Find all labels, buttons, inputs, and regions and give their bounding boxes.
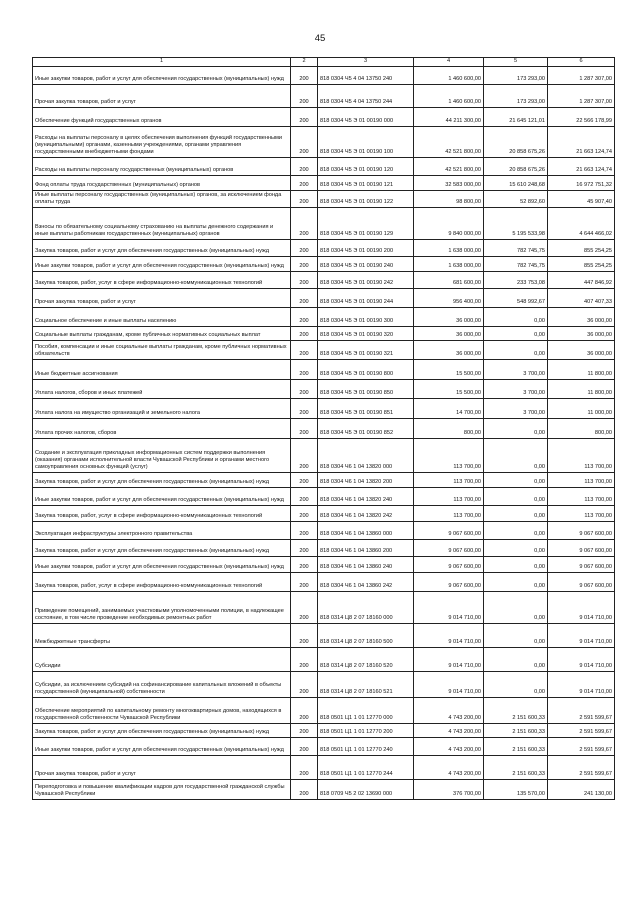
row-executed-amount-cell: 782 745,75 [484,257,548,272]
row-executed-amount-cell: 0,00 [484,624,548,648]
row-unexecuted-amount-cell: 2 591 599,67 [548,724,615,738]
table-row [33,672,615,698]
table-row [33,506,615,522]
row-approved-amount-cell: 9 014 710,00 [414,592,484,624]
row-admin-code-cell: 200 [291,360,318,380]
row-classification-code-cell: 818 0314 Ц8 2 07 18160 520 [318,648,414,672]
row-name-cell: Эксплуатация инфраструктуры электронного правительства [33,522,291,540]
row-admin-code-cell: 200 [291,439,318,473]
table-row [33,191,615,208]
row-classification-code-cell: 818 0304 Ч5 Э 01 00190 320 [318,327,414,341]
row-approved-amount-cell: 42 521 800,00 [414,127,484,158]
row-executed-amount-cell: 0,00 [484,506,548,522]
table-row [33,158,615,176]
row-admin-code-cell: 200 [291,522,318,540]
row-unexecuted-amount-cell: 800,00 [548,419,615,439]
row-executed-amount-cell: 0,00 [484,439,548,473]
row-executed-amount-cell: 782 745,75 [484,240,548,257]
row-classification-code-cell: 818 0304 Ч5 Э 01 00190 129 [318,208,414,240]
row-name-cell: Прочая закупка товаров, работ и услуг [33,756,291,780]
row-admin-code-cell: 200 [291,191,318,208]
row-approved-amount-cell: 14 700,00 [414,399,484,419]
row-admin-code-cell: 200 [291,380,318,399]
row-admin-code-cell: 200 [291,85,318,108]
row-admin-code-cell: 200 [291,308,318,327]
table-row [33,738,615,756]
row-classification-code-cell: 818 0304 Ч5 Э 01 00190 120 [318,158,414,176]
row-name-cell: Субсидии, за исключением субсидий на софинансирование капитальных вложений в объекты государственной (муниципальной) собственности [33,672,291,698]
row-name-cell: Расходы на выплаты персоналу государственных (муниципальных) органов [33,158,291,176]
row-executed-amount-cell: 3 700,00 [484,399,548,419]
row-classification-code-cell: 818 0304 Ч5 Э 01 00190 240 [318,257,414,272]
row-admin-code-cell: 200 [291,272,318,289]
table-row [33,257,615,272]
row-executed-amount-cell: 0,00 [484,557,548,573]
row-name-cell: Пособия, компенсации и иные социальные выплаты гражданам, кроме публичных нормативных обязательств [33,341,291,360]
row-executed-amount-cell: 21 645 121,01 [484,108,548,127]
row-classification-code-cell: 818 0314 Ц8 2 07 18160 000 [318,592,414,624]
row-approved-amount-cell: 42 521 800,00 [414,158,484,176]
row-executed-amount-cell: 233 753,08 [484,272,548,289]
table-row [33,289,615,308]
row-admin-code-cell: 200 [291,327,318,341]
column-header: 6 [548,58,615,67]
row-admin-code-cell: 200 [291,698,318,724]
row-name-cell: Субсидии [33,648,291,672]
row-name-cell: Обеспечение мероприятий по капитальному ремонту многоквартирных домов, находящихся в государственной собственности Чувашской Республики [33,698,291,724]
row-executed-amount-cell: 173 293,00 [484,85,548,108]
row-unexecuted-amount-cell: 855 254,25 [548,240,615,257]
row-unexecuted-amount-cell: 9 067 600,00 [548,573,615,592]
table-row [33,127,615,158]
row-classification-code-cell: 818 0501 Ц1 1 01 12770 000 [318,698,414,724]
row-classification-code-cell: 818 0304 Ч5 4 04 13750 240 [318,67,414,85]
table-row [33,360,615,380]
row-approved-amount-cell: 376 700,00 [414,780,484,800]
row-admin-code-cell: 200 [291,756,318,780]
row-approved-amount-cell: 113 700,00 [414,488,484,506]
row-approved-amount-cell: 1 460 600,00 [414,67,484,85]
row-name-cell: Прочая закупка товаров, работ и услуг [33,289,291,308]
row-name-cell: Закупка товаров, работ и услуг для обеспечения государственных (муниципальных) нужд [33,473,291,488]
row-name-cell: Иные закупки товаров, работ и услуг для обеспечения государственных (муниципальных) нужд [33,257,291,272]
row-unexecuted-amount-cell: 113 700,00 [548,473,615,488]
row-classification-code-cell: 818 0304 Ч5 4 04 13750 244 [318,85,414,108]
table-row [33,208,615,240]
table-row [33,473,615,488]
row-classification-code-cell: 818 0304 Ч5 Э 01 00190 800 [318,360,414,380]
row-classification-code-cell: 818 0304 Ч6 1 04 13820 200 [318,473,414,488]
row-unexecuted-amount-cell: 9 014 710,00 [548,592,615,624]
table-row [33,240,615,257]
row-name-cell: Переподготовка и повышение квалификации кадров для государственной гражданской службы Чувашской Республики [33,780,291,800]
row-executed-amount-cell: 2 151 600,33 [484,698,548,724]
row-approved-amount-cell: 4 743 200,00 [414,724,484,738]
row-approved-amount-cell: 113 700,00 [414,439,484,473]
row-name-cell: Иные закупки товаров, работ и услуг для обеспечения государственных (муниципальных) нужд [33,557,291,573]
row-admin-code-cell: 200 [291,473,318,488]
column-header: 1 [33,58,291,67]
row-name-cell: Иные выплаты персоналу государственных (муниципальных) органов, за исключением фонда оплаты труда [33,191,291,208]
column-header: 5 [484,58,548,67]
row-approved-amount-cell: 32 583 000,00 [414,176,484,191]
row-name-cell: Взносы по обязательному социальному страхованию на выплаты денежного содержания и иные выплаты работникам государственных (муниципальных) органов [33,208,291,240]
row-name-cell: Закупка товаров, работ и услуг для обеспечения государственных (муниципальных) нужд [33,724,291,738]
row-classification-code-cell: 818 0501 Ц1 1 01 12770 244 [318,756,414,780]
row-classification-code-cell: 818 0304 Ч6 1 04 13860 200 [318,540,414,557]
row-unexecuted-amount-cell: 11 800,00 [548,360,615,380]
column-header: 2 [291,58,318,67]
row-name-cell: Иные бюджетные ассигнования [33,360,291,380]
row-name-cell: Иные закупки товаров, работ и услуг для обеспечения государственных (муниципальных) нужд [33,67,291,85]
row-executed-amount-cell: 0,00 [484,488,548,506]
row-approved-amount-cell: 113 700,00 [414,506,484,522]
row-executed-amount-cell: 0,00 [484,522,548,540]
row-approved-amount-cell: 9 840 000,00 [414,208,484,240]
row-unexecuted-amount-cell: 4 644 466,02 [548,208,615,240]
row-name-cell: Закупка товаров, работ и услуг для обеспечения государственных (муниципальных) нужд [33,540,291,557]
page-number: 45 [314,33,326,44]
row-unexecuted-amount-cell: 9 014 710,00 [548,648,615,672]
row-admin-code-cell: 200 [291,672,318,698]
row-name-cell: Уплата прочих налогов, сборов [33,419,291,439]
row-executed-amount-cell: 2 151 600,33 [484,738,548,756]
row-unexecuted-amount-cell: 9 067 600,00 [548,557,615,573]
table-row [33,272,615,289]
row-classification-code-cell: 818 0304 Ч6 1 04 13860 242 [318,573,414,592]
row-unexecuted-amount-cell: 855 254,25 [548,257,615,272]
row-approved-amount-cell: 681 600,00 [414,272,484,289]
row-executed-amount-cell: 548 992,67 [484,289,548,308]
row-classification-code-cell: 818 0304 Ч5 Э 01 00190 200 [318,240,414,257]
row-executed-amount-cell: 2 151 600,33 [484,724,548,738]
row-unexecuted-amount-cell: 113 700,00 [548,488,615,506]
row-classification-code-cell: 818 0304 Ч6 1 04 13820 242 [318,506,414,522]
table-row [33,399,615,419]
row-admin-code-cell: 200 [291,573,318,592]
row-name-cell: Уплата налога на имущество организаций и земельного налога [33,399,291,419]
row-admin-code-cell: 200 [291,506,318,522]
row-executed-amount-cell: 0,00 [484,672,548,698]
table-row [33,488,615,506]
row-classification-code-cell: 818 0304 Ч5 Э 01 00190 321 [318,341,414,360]
row-executed-amount-cell: 0,00 [484,573,548,592]
row-approved-amount-cell: 9 067 600,00 [414,522,484,540]
row-unexecuted-amount-cell: 36 000,00 [548,308,615,327]
row-executed-amount-cell: 0,00 [484,419,548,439]
row-unexecuted-amount-cell: 1 287 307,00 [548,85,615,108]
row-classification-code-cell: 818 0304 Ч6 1 04 13820 240 [318,488,414,506]
row-unexecuted-amount-cell: 113 700,00 [548,439,615,473]
table-row [33,380,615,399]
row-unexecuted-amount-cell: 21 663 124,74 [548,158,615,176]
table-row [33,419,615,439]
row-classification-code-cell: 818 0304 Ч5 Э 01 00190 300 [318,308,414,327]
row-admin-code-cell: 200 [291,540,318,557]
row-classification-code-cell: 818 0304 Ч5 Э 01 00190 244 [318,289,414,308]
row-classification-code-cell: 818 0304 Ч5 Э 01 00190 851 [318,399,414,419]
row-unexecuted-amount-cell: 447 846,92 [548,272,615,289]
row-name-cell: Закупка товаров, работ, услуг в сфере информационно-коммуникационных технологий [33,506,291,522]
row-unexecuted-amount-cell: 11 800,00 [548,380,615,399]
row-approved-amount-cell: 98 800,00 [414,191,484,208]
row-admin-code-cell: 200 [291,67,318,85]
table-row [33,557,615,573]
row-executed-amount-cell: 5 195 533,98 [484,208,548,240]
row-admin-code-cell: 200 [291,780,318,800]
row-classification-code-cell: 818 0304 Ч5 Э 01 00190 242 [318,272,414,289]
row-classification-code-cell: 818 0709 Ч5 2 02 13690 000 [318,780,414,800]
row-approved-amount-cell: 1 638 000,00 [414,257,484,272]
table-header-row [33,58,615,67]
row-admin-code-cell: 200 [291,724,318,738]
row-approved-amount-cell: 4 743 200,00 [414,756,484,780]
row-admin-code-cell: 200 [291,624,318,648]
row-admin-code-cell: 200 [291,419,318,439]
row-executed-amount-cell: 15 610 248,68 [484,176,548,191]
row-admin-code-cell: 200 [291,738,318,756]
row-name-cell: Закупка товаров, работ и услуг для обеспечения государственных (муниципальных) нужд [33,240,291,257]
table-row [33,108,615,127]
row-admin-code-cell: 200 [291,108,318,127]
row-name-cell: Фонд оплаты труда государственных (муниципальных) органов [33,176,291,191]
row-name-cell: Создание и эксплуатация прикладных информационных систем поддержки выполнения (оказания) органами исполнительной власти Чувашской Республики и органами местного самоуправления основных функций (услуг) [33,439,291,473]
row-classification-code-cell: 818 0501 Ц1 1 01 12770 240 [318,738,414,756]
row-admin-code-cell: 200 [291,158,318,176]
row-executed-amount-cell: 0,00 [484,327,548,341]
table-row [33,756,615,780]
table-body [33,67,615,800]
row-classification-code-cell: 818 0304 Ч5 Э 01 00190 122 [318,191,414,208]
table-row [33,67,615,85]
table-row [33,624,615,648]
row-admin-code-cell: 200 [291,341,318,360]
row-name-cell: Прочая закупка товаров, работ и услуг [33,85,291,108]
row-approved-amount-cell: 15 500,00 [414,360,484,380]
table-row [33,540,615,557]
row-approved-amount-cell: 4 743 200,00 [414,698,484,724]
row-unexecuted-amount-cell: 2 591 599,67 [548,738,615,756]
row-approved-amount-cell: 1 460 600,00 [414,85,484,108]
row-approved-amount-cell: 36 000,00 [414,327,484,341]
row-classification-code-cell: 818 0304 Ч6 1 04 13860 000 [318,522,414,540]
row-unexecuted-amount-cell: 9 067 600,00 [548,540,615,557]
row-name-cell: Закупка товаров, работ, услуг в сфере информационно-коммуникационных технологий [33,573,291,592]
row-approved-amount-cell: 9 014 710,00 [414,672,484,698]
row-executed-amount-cell: 2 151 600,33 [484,756,548,780]
row-approved-amount-cell: 9 067 600,00 [414,540,484,557]
row-approved-amount-cell: 9 067 600,00 [414,573,484,592]
row-admin-code-cell: 200 [291,488,318,506]
row-approved-amount-cell: 4 743 200,00 [414,738,484,756]
row-executed-amount-cell: 0,00 [484,473,548,488]
row-approved-amount-cell: 36 000,00 [414,341,484,360]
row-unexecuted-amount-cell: 9 014 710,00 [548,672,615,698]
row-unexecuted-amount-cell: 36 000,00 [548,327,615,341]
row-unexecuted-amount-cell: 113 700,00 [548,506,615,522]
table-row [33,308,615,327]
row-executed-amount-cell: 20 858 675,26 [484,127,548,158]
row-executed-amount-cell: 3 700,00 [484,360,548,380]
row-name-cell: Иные закупки товаров, работ и услуг для обеспечения государственных (муниципальных) нужд [33,488,291,506]
row-unexecuted-amount-cell: 2 591 599,67 [548,698,615,724]
row-unexecuted-amount-cell: 22 566 178,99 [548,108,615,127]
row-approved-amount-cell: 113 700,00 [414,473,484,488]
row-name-cell: Закупка товаров, работ, услуг в сфере информационно-коммуникационных технологий [33,272,291,289]
table-row [33,648,615,672]
row-unexecuted-amount-cell: 241 130,00 [548,780,615,800]
row-admin-code-cell: 200 [291,648,318,672]
table-row [33,85,615,108]
row-approved-amount-cell: 800,00 [414,419,484,439]
budget-execution-table [32,57,615,800]
row-name-cell: Социальное обеспечение и иные выплаты населению [33,308,291,327]
row-approved-amount-cell: 956 400,00 [414,289,484,308]
row-approved-amount-cell: 9 014 710,00 [414,648,484,672]
row-name-cell: Социальные выплаты гражданам, кроме публичных нормативных социальных выплат [33,327,291,341]
row-classification-code-cell: 818 0304 Ч5 Э 01 00190 121 [318,176,414,191]
column-header: 4 [414,58,484,67]
row-unexecuted-amount-cell: 21 663 124,74 [548,127,615,158]
table-row [33,439,615,473]
row-admin-code-cell: 200 [291,208,318,240]
row-approved-amount-cell: 15 500,00 [414,380,484,399]
row-executed-amount-cell: 0,00 [484,648,548,672]
row-unexecuted-amount-cell: 11 000,00 [548,399,615,419]
row-classification-code-cell: 818 0304 Ч6 1 04 13820 000 [318,439,414,473]
row-approved-amount-cell: 44 211 300,00 [414,108,484,127]
row-executed-amount-cell: 3 700,00 [484,380,548,399]
row-classification-code-cell: 818 0314 Ц8 2 07 18160 500 [318,624,414,648]
row-approved-amount-cell: 36 000,00 [414,308,484,327]
column-header: 3 [318,58,414,67]
row-name-cell: Приведение помещений, занимаемых участковыми уполномоченными полиции, в надлежащее состояние, в том числе проведение необходимых ремонтных работ [33,592,291,624]
row-classification-code-cell: 818 0304 Ч6 1 04 13860 240 [318,557,414,573]
row-classification-code-cell: 818 0304 Ч5 Э 01 00190 000 [318,108,414,127]
row-admin-code-cell: 200 [291,289,318,308]
row-admin-code-cell: 200 [291,399,318,419]
row-approved-amount-cell: 9 014 710,00 [414,624,484,648]
row-name-cell: Расходы на выплаты персоналу в целях обеспечения выполнения функций государственными (муниципальными) органами, казенными учреждениями, органами управления государственными внебюджетными фондами [33,127,291,158]
row-admin-code-cell: 200 [291,240,318,257]
table-row [33,592,615,624]
row-name-cell: Уплата налогов, сборов и иных платежей [33,380,291,399]
row-executed-amount-cell: 52 892,60 [484,191,548,208]
row-name-cell: Иные закупки товаров, работ и услуг для обеспечения государственных (муниципальных) нужд [33,738,291,756]
row-admin-code-cell: 200 [291,127,318,158]
row-executed-amount-cell: 135 570,00 [484,780,548,800]
row-executed-amount-cell: 0,00 [484,341,548,360]
row-unexecuted-amount-cell: 16 972 751,32 [548,176,615,191]
row-classification-code-cell: 818 0304 Ч5 Э 01 00190 850 [318,380,414,399]
row-executed-amount-cell: 0,00 [484,592,548,624]
row-classification-code-cell: 818 0304 Ч5 Э 01 00190 852 [318,419,414,439]
row-unexecuted-amount-cell: 407 407,33 [548,289,615,308]
row-unexecuted-amount-cell: 2 591 599,67 [548,756,615,780]
table-row [33,698,615,724]
row-unexecuted-amount-cell: 1 287 307,00 [548,67,615,85]
row-name-cell: Обеспечение функций государственных органов [33,108,291,127]
row-classification-code-cell: 818 0501 Ц1 1 01 12770 200 [318,724,414,738]
table-row [33,341,615,360]
row-executed-amount-cell: 0,00 [484,308,548,327]
table-row [33,327,615,341]
row-executed-amount-cell: 173 293,00 [484,67,548,85]
table-row [33,522,615,540]
row-classification-code-cell: 818 0304 Ч5 Э 01 00190 100 [318,127,414,158]
row-unexecuted-amount-cell: 9 067 600,00 [548,522,615,540]
table-row [33,724,615,738]
row-unexecuted-amount-cell: 9 014 710,00 [548,624,615,648]
table-row [33,573,615,592]
row-admin-code-cell: 200 [291,176,318,191]
row-executed-amount-cell: 0,00 [484,540,548,557]
table-row [33,176,615,191]
row-approved-amount-cell: 9 067 600,00 [414,557,484,573]
row-executed-amount-cell: 20 858 675,26 [484,158,548,176]
row-admin-code-cell: 200 [291,557,318,573]
row-approved-amount-cell: 1 638 000,00 [414,240,484,257]
row-name-cell: Межбюджетные трансферты [33,624,291,648]
row-admin-code-cell: 200 [291,257,318,272]
row-classification-code-cell: 818 0314 Ц8 2 07 18160 521 [318,672,414,698]
row-admin-code-cell: 200 [291,592,318,624]
table-row [33,780,615,800]
row-unexecuted-amount-cell: 36 000,00 [548,341,615,360]
row-unexecuted-amount-cell: 45 907,40 [548,191,615,208]
